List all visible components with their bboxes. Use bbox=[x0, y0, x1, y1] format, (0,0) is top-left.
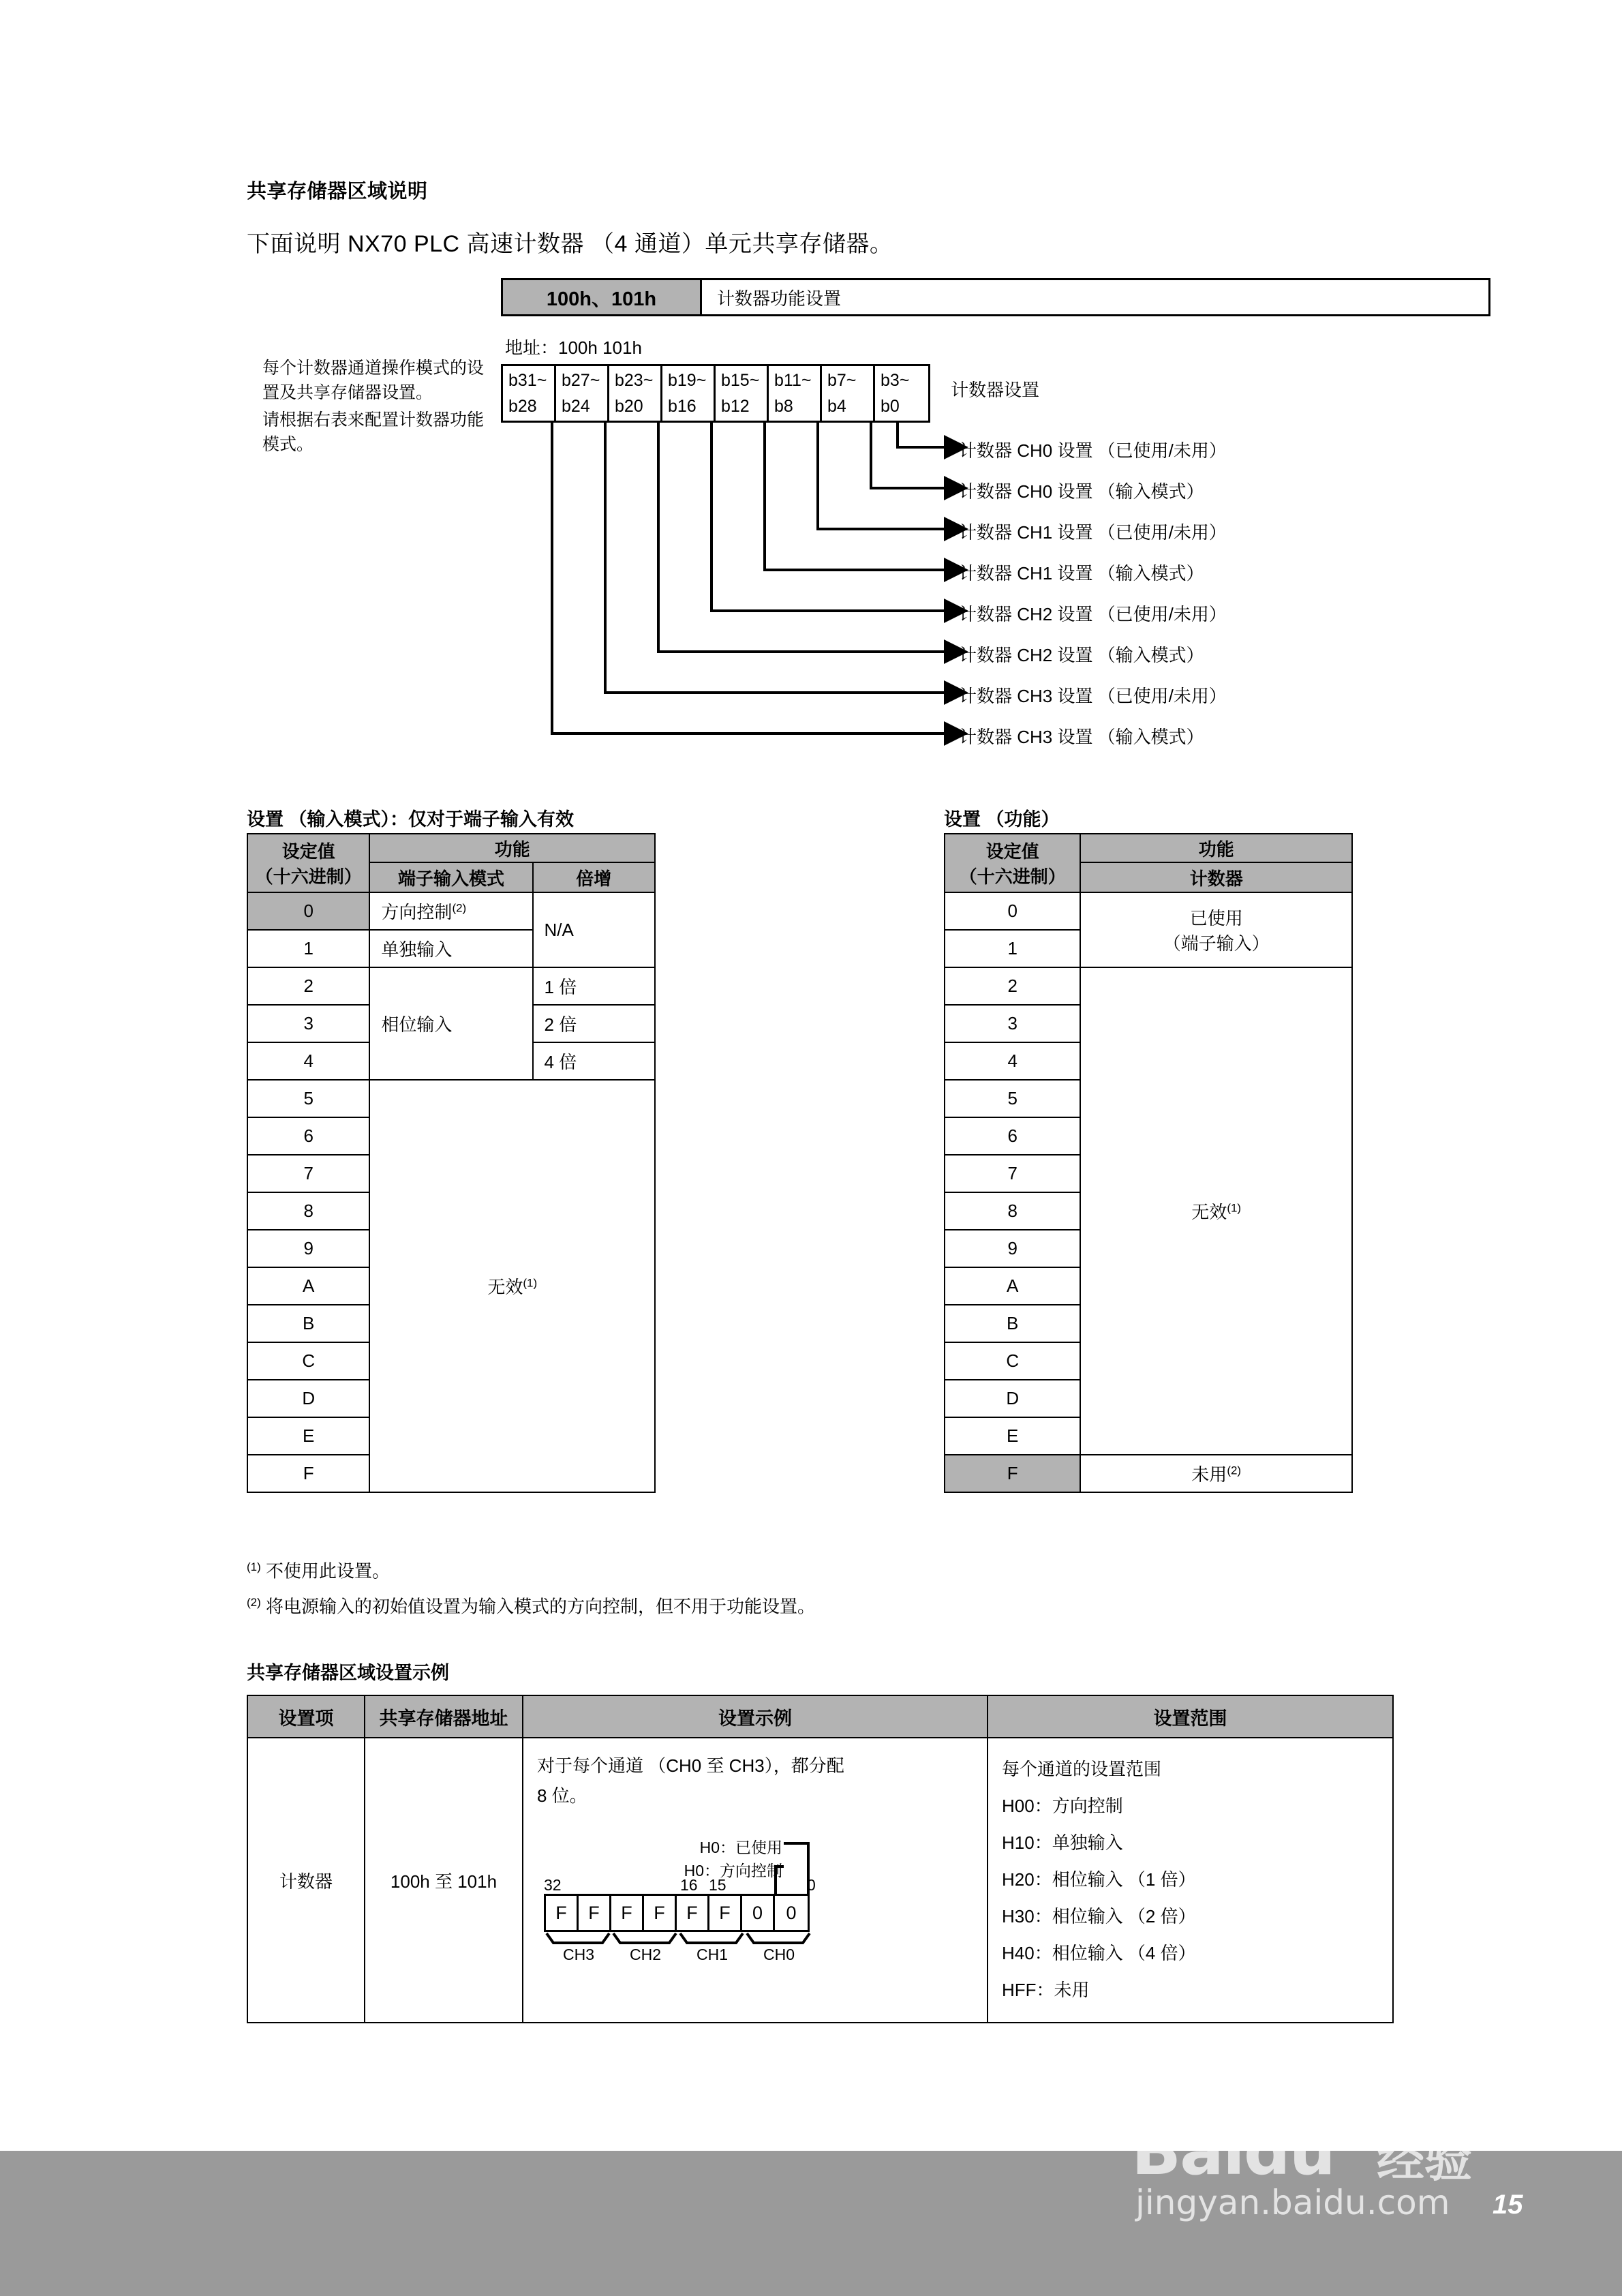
table-row bbox=[945, 1455, 1352, 1492]
range-line: H10：单独输入 bbox=[1002, 1832, 1123, 1853]
cell-hex-value: 4 bbox=[945, 1042, 1080, 1080]
header-function-group: 功能 bbox=[1080, 834, 1352, 862]
footnote-2 bbox=[247, 1587, 815, 1622]
table-header-row bbox=[247, 834, 655, 862]
cell-used-line2: （端子输入） bbox=[1163, 933, 1270, 954]
footnote-1 bbox=[247, 1552, 815, 1587]
page-number: 15 bbox=[1493, 2190, 1523, 2220]
cell-hex-value: B bbox=[945, 1305, 1080, 1342]
footnote-marker: (2) bbox=[452, 901, 467, 915]
cell-hex-value: 3 bbox=[247, 1005, 369, 1042]
bitfield-cell-top: b27~ bbox=[562, 371, 600, 390]
cell-terminal-mode bbox=[369, 892, 532, 930]
header-setting-value-line2: （十六进制） bbox=[959, 866, 1066, 887]
bitfield-arrow-label: 计数器 CH3 设置 （输入模式） bbox=[959, 727, 1204, 747]
footnote-2-text: 将电源输入的初始值设置为输入模式的方向控制，但不用于功能设置。 bbox=[266, 1596, 816, 1617]
nibble-cell: F bbox=[611, 1896, 644, 1930]
cell-hex-value: A bbox=[247, 1267, 369, 1305]
header-shared-address: 共享存储器地址 bbox=[365, 1695, 523, 1738]
header-setting-value bbox=[945, 834, 1080, 892]
bitfield-address-label: 地址：100h 101h bbox=[505, 337, 642, 358]
cell-hex-value: 7 bbox=[247, 1155, 369, 1192]
cell-multiplier: N/A bbox=[533, 892, 655, 967]
bitfield-cell-top: b19~ bbox=[668, 371, 707, 390]
header-setting-value-line2: （十六进制） bbox=[255, 866, 362, 887]
table-header-row bbox=[945, 834, 1352, 862]
range-line: H40：相位输入 （4 倍） bbox=[1002, 1943, 1196, 1963]
cell-hex-value: 3 bbox=[945, 1005, 1080, 1042]
range-line: HFF：未用 bbox=[1002, 1980, 1090, 2000]
bitfield-cell-top: b23~ bbox=[615, 371, 654, 390]
cell-hex-value: F bbox=[247, 1455, 369, 1492]
header-setting-value bbox=[247, 834, 369, 892]
bitfield-cell-bottom: b0 bbox=[881, 397, 900, 416]
bitfield-cell-bottom: b12 bbox=[721, 397, 750, 416]
range-line: H00：方向控制 bbox=[1002, 1796, 1123, 1816]
input-mode-table bbox=[247, 833, 656, 1493]
cell-hex-value: 1 bbox=[945, 930, 1080, 967]
nibble-cell: F bbox=[579, 1896, 611, 1930]
header-setting-item: 设置项 bbox=[247, 1695, 365, 1738]
cell-used bbox=[1080, 892, 1352, 967]
cell-multiplier: 4 倍 bbox=[533, 1042, 655, 1080]
table-row bbox=[247, 967, 655, 1005]
nibble-cell: F bbox=[644, 1896, 677, 1930]
cell-hex-value: B bbox=[247, 1305, 369, 1342]
table-row bbox=[247, 892, 655, 930]
cell-hex-value: 6 bbox=[945, 1117, 1080, 1155]
bitfield-cell-top: b3~ bbox=[881, 371, 910, 390]
cell-hex-value: 9 bbox=[945, 1230, 1080, 1267]
cell-hex-value: 9 bbox=[247, 1230, 369, 1267]
nibble-callout-direction: H0：方向控制 bbox=[684, 1862, 782, 1879]
watermark-url: jingyan.baidu.com bbox=[1135, 2183, 1450, 2222]
table-header-row bbox=[247, 1695, 1393, 1738]
cell-hex-value: 1 bbox=[247, 930, 369, 967]
bitfield-arrow-label: 计数器 CH0 设置 （输入模式） bbox=[959, 481, 1204, 502]
cell-hex-value: F bbox=[945, 1455, 1080, 1492]
cell-invalid bbox=[1080, 967, 1352, 1455]
cell-hex-value: E bbox=[945, 1417, 1080, 1455]
footnote-1-marker: (1) bbox=[247, 1560, 261, 1573]
footnote-marker: (1) bbox=[1227, 1201, 1242, 1215]
bitfield-arrow-label: 计数器 CH1 设置 （输入模式） bbox=[959, 563, 1204, 584]
nibble-cell: F bbox=[546, 1896, 579, 1930]
example-text-line2: 8 位。 bbox=[537, 1785, 587, 1806]
cell-setting-range bbox=[988, 1738, 1393, 2023]
nibble-cell: F bbox=[709, 1896, 742, 1930]
cell-hex-value: 0 bbox=[247, 892, 369, 930]
cell-invalid-text: 无效 bbox=[487, 1277, 523, 1297]
table-row bbox=[247, 1080, 655, 1117]
description-paragraph-2: 请根据右表来配置计数器功能模式。 bbox=[262, 410, 485, 454]
cell-multiplier: 1 倍 bbox=[533, 967, 655, 1005]
header-setting-value-line1: 设定值 bbox=[985, 841, 1039, 862]
nibble-index-16: 16 bbox=[680, 1876, 698, 1894]
cell-setting-example bbox=[523, 1738, 988, 2023]
cell-terminal-mode-text: 方向控制 bbox=[381, 902, 453, 922]
cell-hex-value: 8 bbox=[247, 1192, 369, 1230]
nibble-group-label: CH1 bbox=[697, 1946, 729, 1963]
cell-used-line1: 已使用 bbox=[1189, 908, 1243, 928]
nibble-index-15: 15 bbox=[709, 1876, 726, 1894]
cell-invalid bbox=[369, 1080, 655, 1492]
address-header-value: 计数器功能设置 bbox=[717, 288, 842, 309]
bitfield-arrow-label: 计数器 CH2 设置 （已使用/未用） bbox=[959, 604, 1227, 624]
bitfield-cell-top: b11~ bbox=[774, 371, 812, 390]
nibble-group-braces bbox=[537, 1834, 946, 1963]
bitfield-arrow-label: 计数器 CH1 设置 （已使用/未用） bbox=[959, 522, 1227, 543]
nibble-cell: 0 bbox=[786, 1902, 797, 1923]
header-function-group: 功能 bbox=[369, 834, 655, 862]
cell-hex-value: C bbox=[247, 1342, 369, 1380]
section-title: 共享存储器区域说明 bbox=[247, 181, 428, 202]
footer-band bbox=[0, 2151, 1622, 2296]
bitfield-cell-bottom: b20 bbox=[615, 397, 643, 416]
nibble-diagram bbox=[537, 1834, 946, 1963]
input-mode-table-caption: 设置 （输入模式）：仅对于端子输入有效 bbox=[247, 809, 575, 830]
cell-setting-item: 计数器 bbox=[247, 1738, 365, 2023]
cell-hex-value: 2 bbox=[247, 967, 369, 1005]
cell-hex-value: 6 bbox=[247, 1117, 369, 1155]
cell-hex-value: 5 bbox=[247, 1080, 369, 1117]
header-setting-range: 设置范围 bbox=[988, 1695, 1393, 1738]
cell-hex-value: 4 bbox=[247, 1042, 369, 1080]
range-line: H30：相位输入 （2 倍） bbox=[1002, 1906, 1196, 1927]
example-section-caption: 共享存储器区域设置示例 bbox=[247, 1663, 449, 1683]
address-header-key: 100h、101h bbox=[503, 280, 702, 314]
cell-terminal-mode: 相位输入 bbox=[369, 967, 532, 1080]
function-table-caption: 设置 （功能） bbox=[944, 809, 1060, 830]
nibble-index-0: 0 bbox=[807, 1876, 816, 1894]
cell-hex-value: 5 bbox=[945, 1080, 1080, 1117]
bitfield-cell-top: b7~ bbox=[827, 371, 857, 390]
nibble-cell: F bbox=[677, 1896, 709, 1930]
header-multiplier: 倍增 bbox=[533, 862, 655, 892]
header-counter: 计数器 bbox=[1080, 862, 1352, 892]
bitfield-cell-top: b15~ bbox=[721, 371, 760, 390]
table-row bbox=[945, 967, 1352, 1005]
cell-invalid-text: 无效 bbox=[1191, 1202, 1227, 1222]
nibble-callout-used: H0：已使用 bbox=[699, 1839, 782, 1856]
header-setting-example: 设置示例 bbox=[523, 1695, 988, 1738]
bitfield-cell-top: b31~ bbox=[508, 371, 547, 390]
function-table bbox=[944, 833, 1353, 1493]
bitfield-arrow-label: 计数器 CH0 设置 （已使用/未用） bbox=[959, 440, 1227, 461]
header-setting-value-line1: 设定值 bbox=[281, 841, 335, 862]
footnote-1-text: 不使用此设置。 bbox=[266, 1560, 391, 1582]
header-terminal-input-mode: 端子输入模式 bbox=[369, 862, 532, 892]
range-line: 每个通道的设置范围 bbox=[1002, 1759, 1162, 1779]
section-intro: 下面说明 NX70 PLC 高速计数器 （4 通道）单元共享存储器。 bbox=[247, 231, 893, 257]
watermark-logo-cn: 经验 bbox=[1377, 2133, 1472, 2186]
cell-terminal-mode: 单独输入 bbox=[369, 930, 532, 967]
description-block bbox=[262, 356, 487, 457]
cell-hex-value: D bbox=[945, 1380, 1080, 1417]
cell-hex-value: 0 bbox=[945, 892, 1080, 930]
footnote-marker: (1) bbox=[523, 1276, 538, 1290]
example-text-line1: 对于每个通道 （CH0 至 CH3），都分配 bbox=[537, 1755, 844, 1776]
bitfield-cell-bottom: b16 bbox=[668, 397, 697, 416]
cell-hex-value: A bbox=[945, 1267, 1080, 1305]
footnote-2-marker: (2) bbox=[247, 1595, 261, 1609]
counter-setting-label: 计数器设置 bbox=[951, 380, 1040, 400]
nibble-group-label: CH3 bbox=[563, 1946, 595, 1963]
table-row bbox=[247, 1738, 1393, 2023]
cell-shared-address: 100h 至 101h bbox=[365, 1738, 523, 2023]
bitfield-arrow-label: 计数器 CH2 设置 （输入模式） bbox=[959, 645, 1204, 665]
nibble-index-32: 32 bbox=[544, 1876, 562, 1894]
cell-hex-value: 8 bbox=[945, 1192, 1080, 1230]
cell-unused bbox=[1080, 1455, 1352, 1492]
nibble-cell: 0 bbox=[742, 1896, 775, 1930]
bitfield-cell-bottom: b4 bbox=[827, 397, 846, 416]
bitfield-cell-bottom: b28 bbox=[508, 397, 537, 416]
cell-hex-value: 7 bbox=[945, 1155, 1080, 1192]
footnote-marker: (2) bbox=[1227, 1464, 1242, 1477]
watermark-logo: Baidu bbox=[1131, 2113, 1334, 2190]
bitfield-cell-bottom: b8 bbox=[774, 397, 793, 416]
footnotes-block bbox=[247, 1552, 815, 1622]
paw-print-icon bbox=[1298, 2060, 1386, 2142]
bitfield-cell-bottom: b24 bbox=[562, 397, 590, 416]
cell-unused-text: 未用 bbox=[1191, 1464, 1227, 1485]
bitfield-arrow-label: 计数器 CH3 设置 （已使用/未用） bbox=[959, 686, 1227, 706]
example-table bbox=[247, 1695, 1394, 2023]
table-row bbox=[945, 892, 1352, 930]
cell-hex-value: C bbox=[945, 1342, 1080, 1380]
range-line: H20：相位输入 （1 倍） bbox=[1002, 1869, 1196, 1890]
cell-hex-value: E bbox=[247, 1417, 369, 1455]
nibble-group-label: CH0 bbox=[763, 1946, 795, 1963]
cell-multiplier: 2 倍 bbox=[533, 1005, 655, 1042]
description-paragraph-1: 每个计数器通道操作模式的设置及共享存储器设置。 bbox=[262, 359, 485, 402]
cell-hex-value: D bbox=[247, 1380, 369, 1417]
address-header-bar bbox=[501, 278, 1490, 316]
nibble-group-label: CH2 bbox=[630, 1946, 662, 1963]
bit-field-diagram bbox=[501, 334, 1523, 747]
cell-hex-value: 2 bbox=[945, 967, 1080, 1005]
